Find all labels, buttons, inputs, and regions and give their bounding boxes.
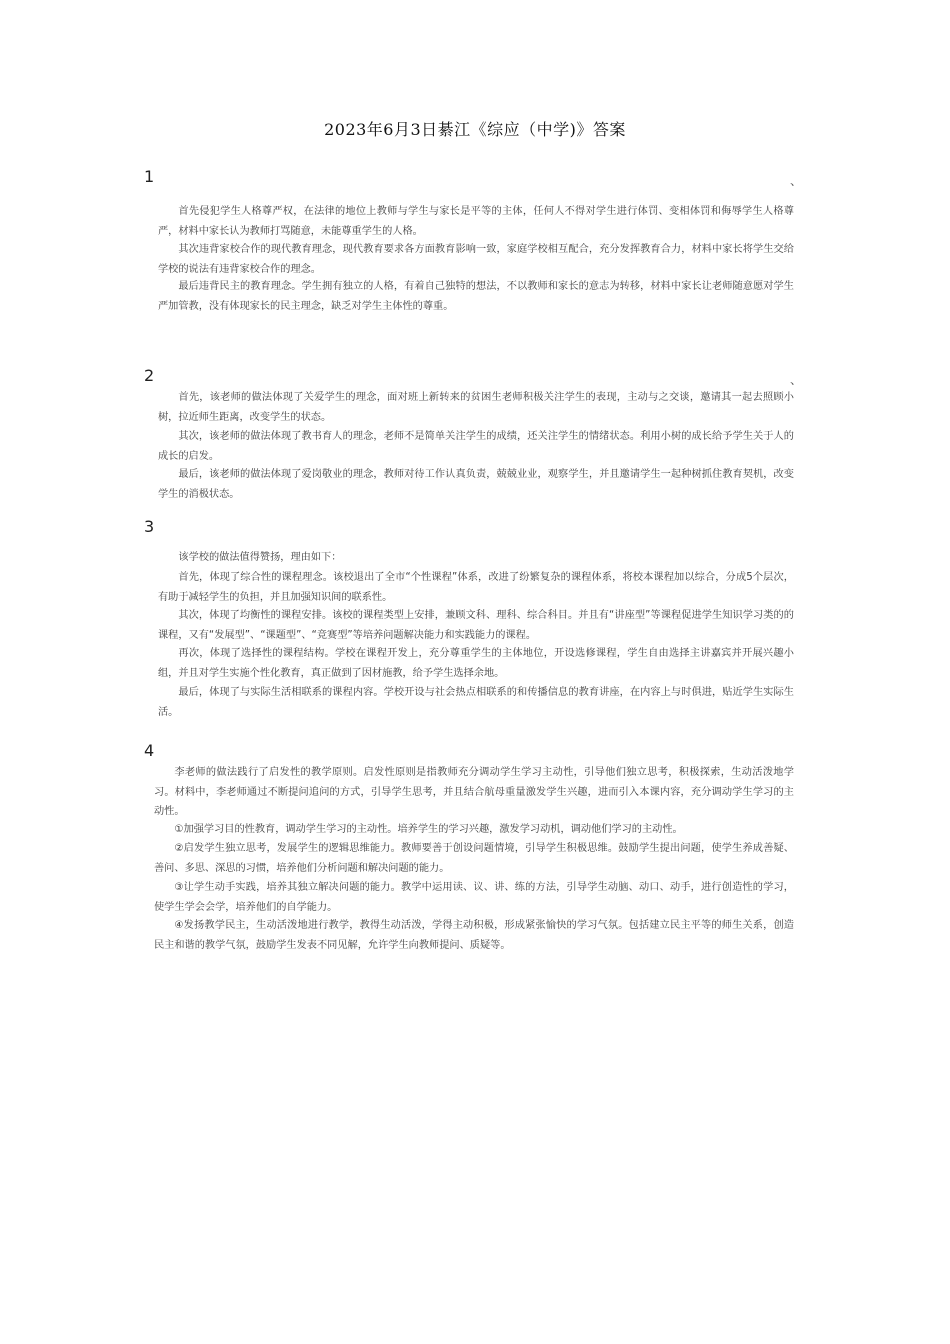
section-number-3: 3	[144, 517, 155, 536]
section-4-paragraph-3: ②启发学生独立思考，发展学生的逻辑思维能力。教师要善于创设问题情境，引导学生积极思维。鼓励学生提出问题，使学生养成善疑、善问、多思、深思的习惯，培养他们分析问题和解决问题的能力。	[154, 843, 794, 874]
section-2-paragraph-2: 其次，该老师的做法体现了教书育人的理念，老师不是简单关注学生的成绩，还关注学生的情绪状态。利用小树的成长给予学生关于人的成长的启发。	[158, 431, 794, 462]
section-number-4: 4	[144, 741, 155, 760]
section-4-paragraph-5: ④发扬教学民主，生动活泼地进行教学，教得生动活泼，学得主动积极，形成紧张愉快的学习气氛。包括建立民主平等的师生关系，创造民主和谐的教学气氛，鼓励学生发表不同见解，允许学生向教师提问、质疑等。	[154, 920, 794, 951]
section-number-1: 1	[144, 167, 155, 186]
section-1-paragraph-2: 其次违背家校合作的现代教育理念，现代教育要求各方面教育影响一致，家庭学校相互配合，充分发挥教育合力，材料中家长将学生交给学校的说法有违背家校合作的理念。	[158, 244, 794, 275]
document-title: 2023年6月3日綦江《综应（中学)》答案	[324, 120, 626, 139]
section-4-paragraph-2: ①加强学习目的性教育，调动学生学习的主动性。培养学生的学习兴趣，激发学习动机，调动他们学习的主动性。	[174, 824, 683, 835]
section-mark-1: 、	[790, 174, 803, 188]
section-3-paragraph-4: 再次，体现了选择性的课程结构。学校在课程开发上，充分尊重学生的主体地位，开设选修课程，学生自由选择主讲嘉宾并开展兴趣小组，并且对学生实施个性化教育，真正做到了因材施教，给予学生选择余地。	[158, 648, 794, 679]
section-4-paragraph-4: ③让学生动手实践，培养其独立解决问题的能力。教学中运用读、议、讲、练的方法，引导学生动脑、动口、动手，进行创造性的学习，使学生学会会学，培养他们的自学能力。	[154, 882, 794, 913]
section-3-paragraph-3: 其次，体现了均衡性的课程安排。该校的课程类型上安排，兼顾文科、理科、综合科目。并且有“讲座型”等课程促进学生知识学习类的的课程，又有“发展型”、“课题型”、“竞赛型”等培养问题解决能力和实践能力的课程。	[158, 610, 794, 641]
section-3-paragraph-5: 最后，体现了与实际生活相联系的课程内容。学校开设与社会热点相联系的和传播信息的教育讲座，在内容上与时俱进，贴近学生实际生活。	[158, 687, 794, 718]
section-3-paragraph-2: 首先，体现了综合性的课程理念。该校退出了全市“个性课程”体系，改进了纷繁复杂的课程体系，将校本课程加以综合，分成5个层次，有助于减轻学生的负担，并且加强知识间的联系性。	[158, 572, 794, 603]
section-2-paragraph-1: 首先，该老师的做法体现了关爱学生的理念，面对班上新转来的贫困生老师积极关注学生的表现，主动与之交谈，邀请其一起去照顾小树，拉近师生距离，改变学生的状态。	[158, 392, 794, 423]
section-2-paragraph-3: 最后，该老师的做法体现了爱岗敬业的理念，教师对待工作认真负责，兢兢业业，观察学生，并且邀请学生一起种树抓住教育契机，改变学生的消极状态。	[158, 469, 794, 500]
section-mark-2: 、	[790, 373, 803, 387]
section-1-paragraph-1: 首先侵犯学生人格尊严权，在法律的地位上教师与学生与家长是平等的主体，任何人不得对学生进行体罚、变相体罚和侮辱学生人格尊严，材料中家长认为教师打骂随意，未能尊重学生的人格。	[158, 206, 794, 237]
section-3-paragraph-1: 该学校的做法值得赞扬，理由如下：	[178, 552, 342, 563]
section-number-2: 2	[144, 366, 155, 385]
section-4-paragraph-1: 李老师的做法践行了启发性的教学原则。启发性原则是指教师充分调动学生学习主动性，引导他们独立思考，积极探索，生动活泼地学习。材料中，李老师通过不断提问追问的方式，引导学生思考，并且结合航母重量激发学生兴趣，进而引入本课内容，充分调动学生学习的主动性。	[154, 767, 794, 817]
section-1-paragraph-3: 最后违背民主的教育理念。学生拥有独立的人格，有着自己独特的想法，不以教师和家长的意志为转移，材料中家长让老师随意愿对学生严加管教，没有体现家长的民主理念，缺乏对学生主体性的尊重。	[158, 281, 794, 312]
